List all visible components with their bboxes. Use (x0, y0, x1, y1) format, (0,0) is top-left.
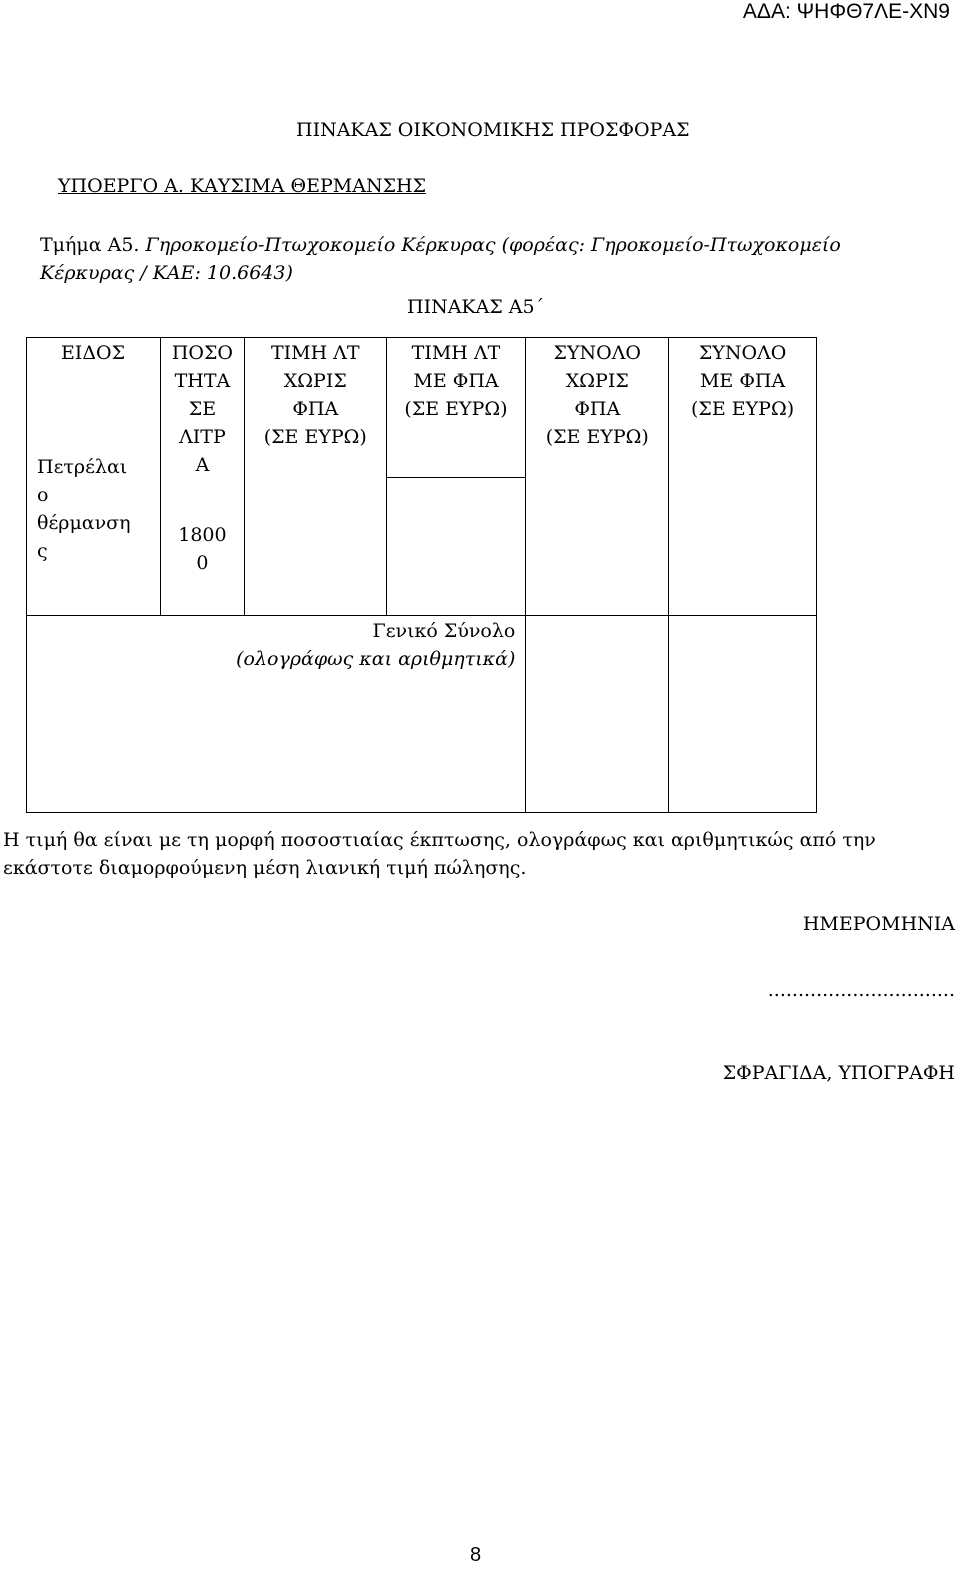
document-title: ΠΙΝΑΚΑΣ ΟΙΚΟΝΟΜΙΚΗΣ ΠΡΟΣΦΟΡΑΣ (296, 119, 690, 141)
header-line: (ΣΕ ΕΥΡΩ) (691, 398, 795, 420)
header-line: ΧΩΡΙΣ (565, 370, 629, 392)
header-line: (ΣΕ ΕΥΡΩ) (404, 398, 508, 420)
header-line: ΤΙΜΗ ΛΤ (411, 342, 501, 364)
pricing-note (3, 826, 958, 882)
quantity-column (160, 338, 244, 616)
header-line: ΤΗΤΑ (174, 370, 231, 392)
grand-total-sublabel: (ολογράφως και αριθμητικά) (236, 648, 516, 670)
ada-code: ΑΔΑ: ΨΗΦΘ7ΛΕ-ΧΝ9 (742, 0, 950, 23)
header-line: ΦΠΑ (292, 398, 339, 420)
quantity-line: 0 (196, 552, 209, 574)
header-line: ΣΥΝΟΛΟ (698, 342, 787, 364)
header-line: Α (195, 454, 210, 476)
signature-label: ΣΦΡΑΓΙΔΑ, ΥΠΟΓΡΑΦΗ (722, 1062, 955, 1084)
header-line: ΛΙΤΡ (179, 426, 226, 448)
header-line: (ΣΕ ΕΥΡΩ) (545, 426, 649, 448)
header-quantity (161, 338, 244, 479)
header-line: ΣΕ (188, 398, 217, 420)
date-label: ΗΜΕΡΟΜΗΝΙΑ (802, 913, 955, 935)
header-line: ΜΕ ΦΠΑ (699, 370, 786, 392)
grand-total-with-vat-field[interactable] (669, 616, 817, 813)
header-item: ΕΙΔΟΣ (60, 342, 126, 364)
header-line: ΠΟΣΟ (171, 342, 233, 364)
grand-total-label-cell (27, 616, 526, 813)
total-no-vat-column (526, 338, 669, 616)
grand-total-no-vat-field[interactable] (526, 616, 669, 813)
section-text-line1: Γηροκομείο-Πτωχοκομείο Κέρκυρας (φορέας: Γηροκομείο-Πτωχοκομείο (145, 234, 841, 256)
grand-total-row (27, 616, 817, 813)
header-line: ΧΩΡΙΣ (283, 370, 347, 392)
header-line: ΜΕ ΦΠΑ (413, 370, 499, 392)
section-heading (40, 231, 960, 287)
header-total-with-vat (669, 338, 816, 423)
header-line: (ΣΕ ΕΥΡΩ) (263, 426, 367, 448)
quantity-line: 1800 (178, 524, 227, 546)
header-line: ΣΥΝΟΛΟ (553, 342, 641, 364)
offer-table (26, 337, 817, 813)
header-unit-price-with-vat (387, 338, 526, 478)
section-prefix: Τμήμα Α5. (40, 234, 146, 256)
unit-price-with-vat-column (386, 338, 526, 616)
date-field[interactable]: ............................... (767, 979, 955, 1001)
table-label: ΠΙΝΑΚΑΣ Α5΄ (407, 296, 545, 318)
item-column (27, 338, 161, 616)
header-line: ΦΠΑ (574, 398, 621, 420)
note-line: εκάστοτε διαμορφούμενη μέση λιανική τιμή πώλησης. (3, 857, 527, 879)
row-item-line: ο (37, 484, 49, 506)
row-item (27, 453, 160, 565)
header-unit-price-no-vat (245, 338, 386, 451)
section-text-line2: Κέρκυρας / ΚΑΕ: 10.6643) (40, 262, 293, 284)
note-line: Η τιμή θα είναι με τη μορφή ποσοστιαίας έκπτωσης, ολογράφως και αριθμητικώς από την (3, 829, 876, 851)
header-line: ΤΙΜΗ ΛΤ (270, 342, 360, 364)
table-row (27, 338, 817, 616)
unit-price-no-vat-column (244, 338, 386, 616)
page-number: 8 (470, 1544, 482, 1566)
row-item-line: θέρμανση (37, 512, 131, 534)
grand-total-label (27, 616, 525, 673)
row-item-line: Πετρέλαι (37, 456, 128, 478)
header-total-no-vat (526, 338, 668, 451)
row-quantity (161, 521, 244, 577)
row-item-line: ς (37, 540, 48, 562)
total-with-vat-column (669, 338, 817, 616)
subproject-heading: ΥΠΟΕΡΓΟ Α. ΚΑΥΣΙΜΑ ΘΕΡΜΑΝΣΗΣ (58, 175, 427, 197)
grand-total-title: Γενικό Σύνολο (372, 620, 516, 642)
